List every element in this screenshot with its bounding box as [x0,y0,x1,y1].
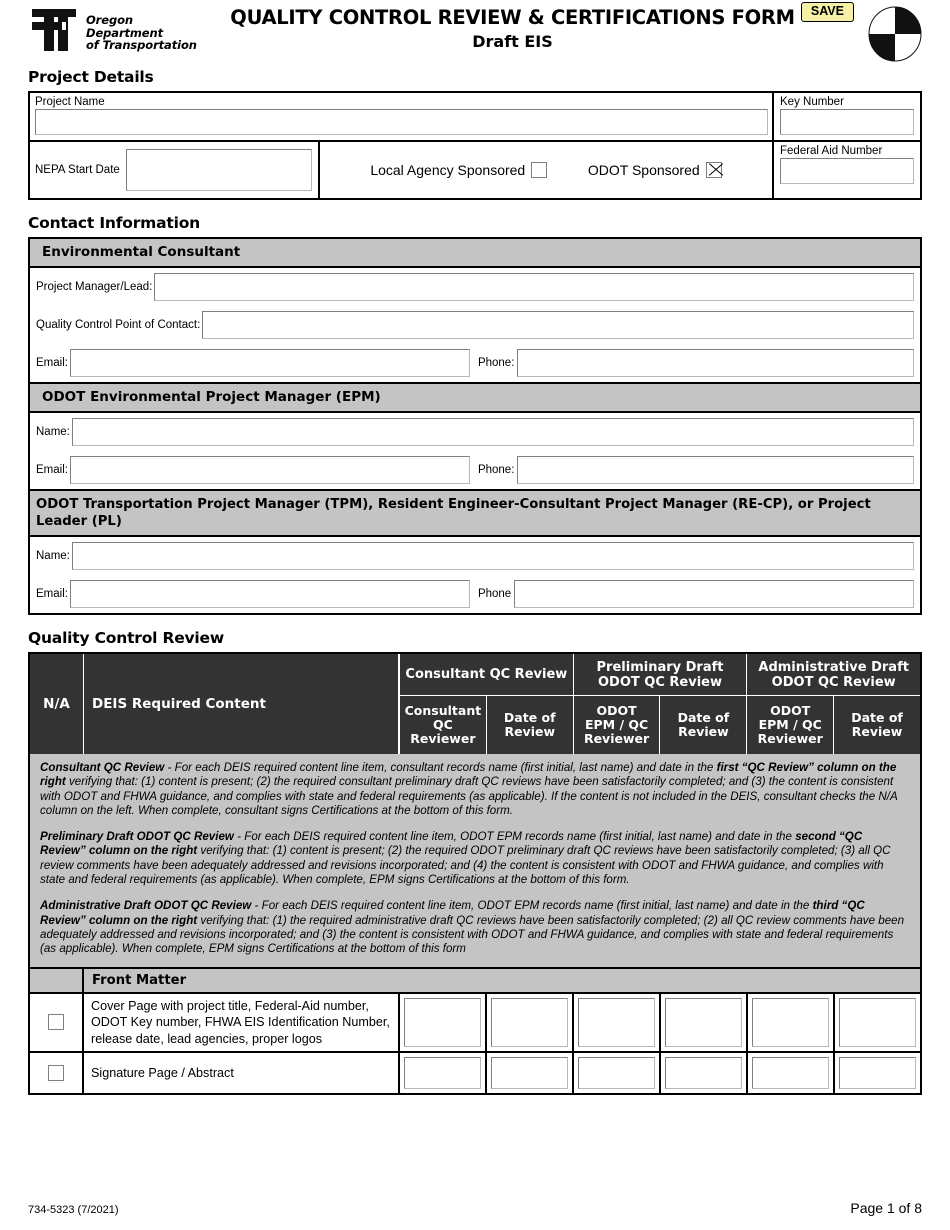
qc-sub1-l2: QC [433,717,453,732]
qc-subheader-date-3 [834,696,920,754]
qc-input-admin-reviewer[interactable] [752,1057,829,1089]
project-name-input[interactable] [35,109,768,135]
qc-group-preliminary-line2: ODOT QC Review [598,674,722,690]
qc-subheader-odot-epm-reviewer-1 [574,696,661,754]
logo-line-department: Department [86,25,163,40]
page-number: Page 1 of 8 [850,1200,922,1216]
qc-sub3-l2: EPM / QC [584,717,649,732]
odot-sponsored-label: ODOT Sponsored [587,162,700,178]
qc-cell-prelim-reviewer [574,994,661,1052]
qc-section-na-spacer [30,969,84,992]
tpm-phone-input[interactable] [514,580,914,608]
qc-instruction-3-emph: third “QC Review” column on the right [40,899,865,927]
qc-row-na-cell [30,994,84,1052]
qc-table-header [30,654,920,754]
qc-instruction-1-title: Consultant QC Review [40,761,165,774]
qc-instruction-1-emph: first “QC Review” column on the right [40,761,897,789]
logo-line-transportation: of Transportation [86,38,197,53]
tpm-phone-label: Phone [477,587,512,600]
qc-instruction-3-title: Administrative Draft ODOT QC Review [40,899,252,913]
qc-input-admin-reviewer[interactable] [752,998,829,1048]
table-row [30,1053,920,1093]
qc-instruction-preliminary [40,830,910,887]
qc-subheader-row [400,696,920,754]
qc-sub2-l1: Date of [503,710,556,725]
qc-section-row-front-matter [30,969,920,994]
qc-subheader-date-2 [660,696,747,754]
epm-band: ODOT Environmental Project Manager (EPM) [30,382,920,413]
tpm-band: ODOT Transportation Project Manager (TPM), Resident Engineer-Consultant Project Manager (RE-CP), or Project Leader (PL) [30,489,920,537]
qc-sub5-l1: ODOT [770,703,811,718]
qc-instructions-block [30,754,920,969]
project-details-panel [28,91,922,200]
qc-cell-consultant-reviewer [400,1053,487,1093]
local-agency-sponsored-item [370,162,547,178]
odot-sponsored-checkbox[interactable] [706,162,722,178]
epm-email-input[interactable] [70,456,470,484]
qc-group-preliminary-draft [574,654,748,696]
qc-subheader-date-1 [487,696,574,754]
tpm-name-row [30,537,920,575]
qc-row-inputs [400,994,920,1052]
key-number-cell [774,93,920,140]
qc-input-admin-date[interactable] [839,998,916,1048]
quadrant-circle-icon [868,6,922,62]
odot-logo [28,6,197,54]
qc-cell-admin-date [835,994,920,1052]
qc-sub4-l1: Date of [677,710,730,725]
contact-information-panel [28,237,922,615]
qc-sub3-l1: ODOT [596,703,637,718]
qc-cell-admin-reviewer [748,1053,835,1093]
qc-row-inputs [400,1053,920,1093]
qc-input-prelim-date[interactable] [665,998,742,1048]
form-number: 734-5323 (7/2021) [28,1204,119,1216]
qc-row-na-checkbox[interactable] [48,1065,64,1081]
page-footer [28,1200,922,1216]
form-subtitle: Draft EIS [472,32,553,51]
qc-group-preliminary-line1: Preliminary Draft [596,659,724,675]
qc-instruction-2-body1: - For each DEIS required content line item, ODOT EPM records name (first initial, last name) and date in the [233,830,796,844]
consultant-qc-contact-row [30,306,920,344]
federal-aid-number-cell [774,142,920,198]
qc-instruction-2-body2: verifying that: (1) content is present; (2) the required ODOT preliminary draft QC reviews have been satisfactorily completed; (3) all QC review comments have been adequately addressed and revisions incorporated; and (4) the content is consistent with ODOT and FHWA guidance, and complies with state and federal requirements (as applicable). When complete, EPM signs Certifications at the bottom of this form. [40,844,891,887]
sponsorship-cell [320,142,774,198]
qc-row-content: Cover Page with project title, Federal-Aid number, ODOT Key number, FHWA EIS Identification Number, release date, lead agencies, proper logos [84,994,400,1052]
qc-group-header-row [400,654,920,696]
contact-information-heading: Contact Information [28,214,200,232]
federal-aid-number-label: Federal Aid Number [780,145,883,157]
qc-input-prelim-date[interactable] [665,1057,742,1089]
qc-header-content: DEIS Required Content [92,696,266,712]
consultant-email-input[interactable] [70,349,470,377]
odot-logo-text [86,6,197,52]
qc-cell-consultant-reviewer [400,994,487,1052]
epm-phone-label: Phone: [477,463,515,476]
qc-sub6-l1: Date of [851,710,903,725]
qc-input-consultant-date[interactable] [491,1057,568,1089]
qc-header-left [30,654,400,754]
project-details-row-1 [30,93,920,142]
quality-control-review-heading: Quality Control Review [28,629,224,647]
consultant-pm-label: Project Manager/Lead: [36,280,153,293]
qc-header-na: N/A [30,654,84,754]
odot-sponsored-item [588,162,722,178]
epm-email-label: Email: [36,463,68,476]
key-number-input[interactable] [780,109,914,135]
tpm-name-label: Name: [36,549,70,562]
nepa-start-date-label: NEPA Start Date [35,163,120,176]
nepa-start-date-input[interactable] [126,149,312,191]
qc-sub2-l2: Review [504,724,556,739]
qc-group-administrative-draft [747,654,920,696]
tpm-email-input[interactable] [70,580,470,608]
project-details-heading: Project Details [28,68,154,86]
qc-header-right [400,654,920,754]
qc-cell-prelim-date [661,994,748,1052]
consultant-qc-contact-input[interactable] [202,311,914,339]
consultant-email-label: Email: [36,356,68,369]
qc-subheader-odot-epm-reviewer-2 [747,696,834,754]
qc-cell-admin-reviewer [748,994,835,1052]
qc-cell-consultant-date [487,994,574,1052]
epm-phone-input[interactable] [517,456,914,484]
odot-logo-mark [28,6,80,54]
qc-group-consultant: Consultant QC Review [400,654,574,696]
qc-instruction-3-body1: - For each DEIS required content line item, ODOT EPM records name (first initial, last name) and date in the [251,899,813,913]
qc-input-consultant-reviewer[interactable] [404,998,481,1048]
qc-row-na-checkbox[interactable] [48,1014,64,1030]
page-header [28,0,922,68]
table-row [30,994,920,1054]
qc-instruction-2-title: Preliminary Draft ODOT QC Review [40,830,234,844]
epm-name-input[interactable] [72,418,914,446]
qc-input-consultant-date[interactable] [491,998,568,1048]
qc-instruction-administrative [40,899,910,956]
qc-cell-prelim-reviewer [574,1053,661,1093]
qc-row-na-cell [30,1053,84,1093]
qc-sub4-l2: Review [678,724,729,739]
tpm-email-phone-row [30,575,920,613]
qc-instruction-3-body2: verifying that: (1) the required administrative draft QC reviews have been satisfactorily completed; (2) all QC review comments have been adequately addressed and revisions incorporated; and (3) the content is consistent with ODOT and FHWA guidance, and complies with state and federal requirements (as applicable). When complete, EPM signs Certifications at the bottom of this form [40,913,905,956]
qc-section-label: Front Matter [92,972,187,988]
epm-email-phone-row [30,451,920,489]
epm-name-row [30,413,920,451]
project-name-label: Project Name [35,96,105,108]
qc-sub6-l2: Review [851,724,903,739]
consultant-phone-input[interactable] [517,349,914,377]
qc-group-administrative-line2: ODOT QC Review [771,674,896,690]
qc-input-prelim-reviewer[interactable] [578,998,655,1048]
qc-instruction-consultant [40,761,910,818]
qc-sub5-l3: Reviewer [757,731,823,746]
qc-group-administrative-line1: Administrative Draft [758,659,909,675]
consultant-email-phone-row [30,344,920,382]
consultant-pm-row [30,268,920,306]
qc-subheader-consultant-reviewer [400,696,487,754]
title-block [223,6,802,53]
qc-cell-prelim-date [661,1053,748,1093]
qc-cell-admin-date [835,1053,920,1093]
qc-instruction-2-emph: second “QC Review” column on the right [40,830,863,858]
qc-sub1-l1: Consultant [404,703,482,718]
qc-instruction-1-body2: verifying that: (1) content is present; (2) the required consultant preliminary draft QC reviews have been satisfactorily completed; and (3) the content is consistent with ODOT and FHWA guidance, and complies with state and federal requirements (as applicable). If the content is not included in the DEIS, consultant checks the N/A column on the left. When complete, consultant signs Certifications at the bottom of this form. [40,775,898,817]
environmental-consultant-band: Environmental Consultant [30,239,920,268]
qc-input-consultant-reviewer[interactable] [404,1057,481,1089]
consultant-phone-label: Phone: [477,356,515,369]
qc-row-content: Signature Page / Abstract [84,1053,400,1093]
project-details-row-2 [30,142,920,198]
quality-control-review-table [28,652,922,1095]
nepa-start-date-cell [30,142,320,198]
tpm-email-label: Email: [36,587,68,600]
project-name-cell [30,93,774,140]
qc-sub3-l3: Reviewer [583,731,650,746]
federal-aid-number-input[interactable] [780,158,914,184]
form-title: QUALITY CONTROL REVIEW & CERTIFICATIONS FORM [230,6,795,29]
qc-instruction-1-body1: - For each DEIS required content line item, consultant records name (first initial, last name) and date in the [164,761,717,774]
qc-input-admin-date[interactable] [839,1057,916,1089]
qc-input-prelim-reviewer[interactable] [578,1057,655,1089]
consultant-pm-input[interactable] [154,273,914,301]
consultant-qc-contact-label: Quality Control Point of Contact: [36,318,201,331]
epm-name-label: Name: [36,425,70,438]
local-agency-sponsored-label: Local Agency Sponsored [370,162,526,178]
save-button[interactable]: SAVE [801,2,854,22]
qc-sub1-l3: Reviewer [410,731,476,746]
key-number-label: Key Number [780,96,844,108]
local-agency-sponsored-checkbox[interactable] [531,162,547,178]
tpm-name-input[interactable] [72,542,914,570]
logo-line-oregon: Oregon [86,13,133,27]
qc-sub5-l2: EPM / QC [758,717,822,732]
qc-cell-consultant-date [487,1053,574,1093]
